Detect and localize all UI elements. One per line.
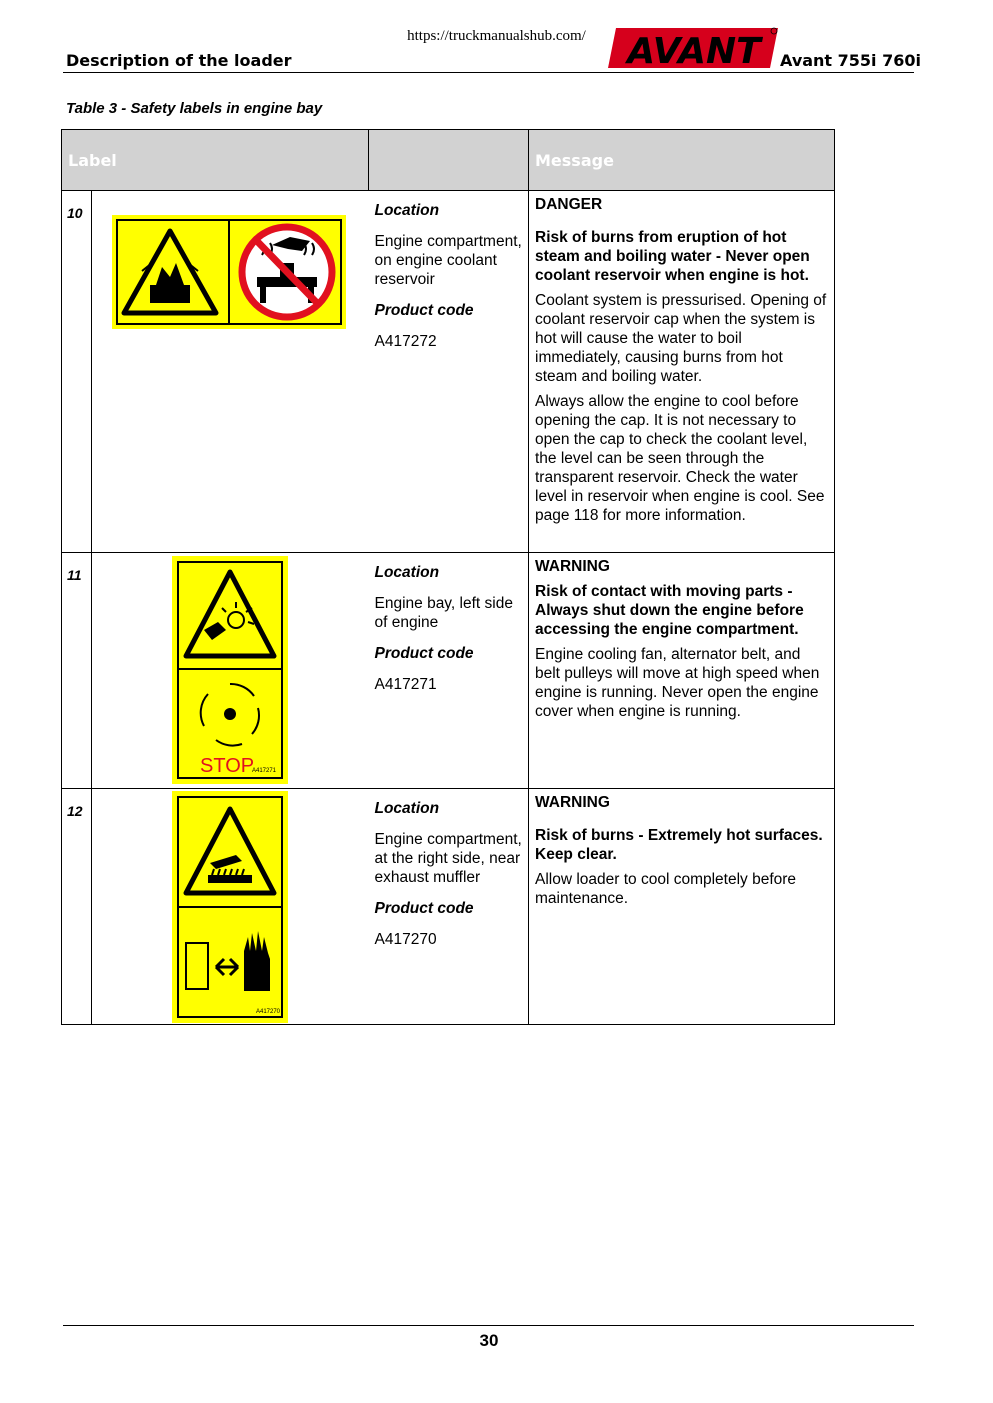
table-row — [62, 191, 835, 553]
product-code: A417271 — [374, 676, 437, 693]
message-cell — [529, 191, 835, 553]
hazard-level: WARNING — [535, 794, 610, 811]
avant-logo — [608, 26, 778, 70]
decal-code-text: A417270 — [256, 1009, 281, 1015]
table-row — [62, 789, 835, 1025]
hazard-body: Engine cooling fan, alternator belt, and belt pulleys will move at high speed when engine is running. Never open the engine cover when engine is running. — [535, 646, 820, 720]
col-label: Label — [62, 130, 369, 191]
hazard-body: Always allow the engine to cool before opening the cap. It is not necessary to open the cap to check the coolant level, the level can be seen through the transparent reservoir. Check the water level in reservoir when engine is cool. See page 118 for more information. — [535, 393, 825, 524]
location-text: Engine compartment, on engine coolant reservoir — [374, 233, 522, 288]
hazard-headline: Risk of burns from eruption of hot steam and boiling water - Never open coolant reservoir when engine is hot. — [535, 229, 810, 284]
hazard-body: Coolant system is pressurised. Opening of coolant reservoir cap when the system is hot will cause the water to boil immediately, causing burns from hot steam and boiling water. — [535, 292, 827, 385]
table-row — [62, 553, 835, 789]
hazard-level: DANGER — [535, 196, 603, 213]
product-code: A417272 — [374, 333, 437, 350]
decal-stop-text: STOP — [200, 755, 255, 777]
product-code-heading: Product code — [374, 645, 474, 662]
message-cell — [529, 553, 835, 789]
row-number: 11 — [62, 553, 92, 789]
col-blank — [369, 130, 529, 191]
model-name: Avant 755i 760i — [780, 51, 921, 70]
hazard-body: Allow loader to cool completely before maintenance. — [535, 871, 797, 907]
location-text: Engine bay, left side of engine — [374, 595, 513, 631]
logo-wordmark: AVANT — [627, 31, 761, 70]
source-url: https://truckmanualshub.com/ — [407, 28, 586, 44]
product-code-heading: Product code — [374, 900, 474, 917]
label-image-cell — [92, 553, 369, 789]
row-number: 12 — [62, 789, 92, 1025]
table-header-row — [62, 130, 835, 191]
location-text: Engine compartment, at the right side, near exhaust muffler — [374, 831, 522, 886]
product-code-heading: Product code — [374, 302, 474, 319]
footer-rule — [63, 1325, 914, 1326]
moving-parts-warning-decal — [172, 556, 288, 784]
hazard-headline: Risk of contact with moving parts - Always shut down the engine before accessing the engine compartment. — [535, 583, 804, 638]
section-title: Description of the loader — [66, 51, 292, 70]
table-caption: Table 3 - Safety labels in engine bay — [66, 100, 323, 117]
page-number: 30 — [479, 1331, 499, 1350]
location-cell — [369, 553, 529, 789]
hazard-headline: Risk of burns - Extremely hot surfaces. Keep clear. — [535, 827, 823, 863]
header-rule — [63, 72, 914, 73]
label-image-cell — [92, 191, 369, 553]
hot-surface-warning-decal — [172, 791, 288, 1023]
safety-labels-table — [61, 129, 835, 1025]
product-code: A417270 — [374, 931, 437, 948]
location-cell — [369, 789, 529, 1025]
location-heading: Location — [374, 564, 440, 581]
hot-coolant-warning-decal — [112, 215, 346, 329]
hazard-level: WARNING — [535, 558, 610, 575]
label-image-cell — [92, 789, 369, 1025]
row-number: 10 — [62, 191, 92, 553]
message-cell — [529, 789, 835, 1025]
location-heading: Location — [374, 202, 440, 219]
location-heading: Location — [374, 800, 440, 817]
location-cell — [369, 191, 529, 553]
decal-code-text: A417271 — [252, 768, 277, 774]
col-message: Message — [529, 130, 835, 191]
